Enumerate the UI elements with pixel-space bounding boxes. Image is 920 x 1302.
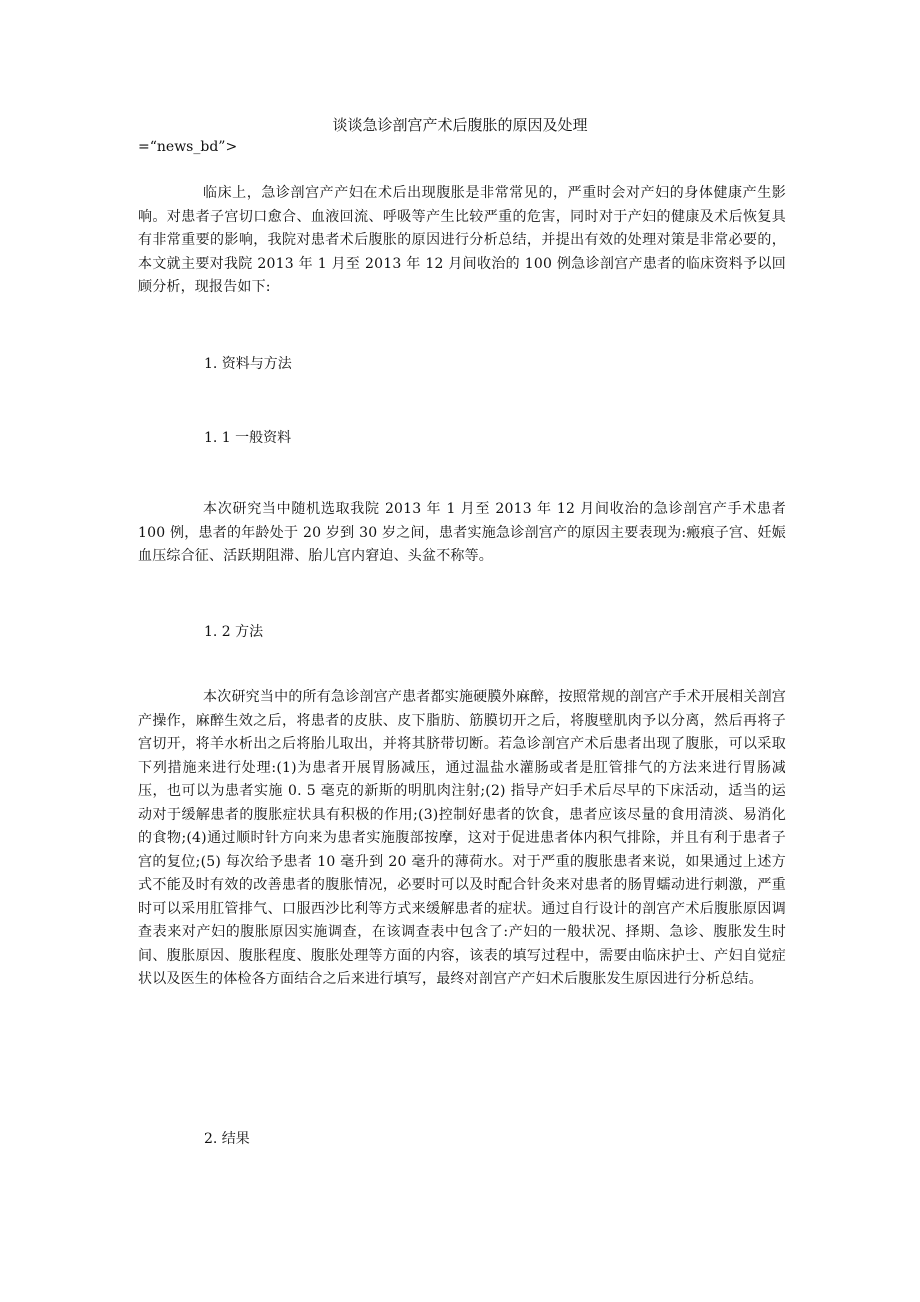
section-2-heading: 2. 结果 xyxy=(204,1131,250,1147)
stray-markup-text: =“news_bd”> xyxy=(138,139,238,155)
section-1-1-heading: 1. 1 一般资料 xyxy=(204,430,292,446)
section-1-1-paragraph: 本次研究当中随机选取我院 2013 年 1 月至 2013 年 12 月间收治的急诊剖宫产手术患者 100 例，患者的年龄处于 20 岁到 30 岁之间，患者实施急诊剖宫产的原因主要表现为:瘢痕子宫、妊娠血压综合征、活跃期阻滞、胎儿宫内窘迫、头盆不称等。 xyxy=(138,501,786,564)
section-1-2-paragraph: 本次研究当中的所有急诊剖宫产患者都实施硬膜外麻醉，按照常规的剖宫产手术开展相关剖宫产操作，麻醉生效之后，将患者的皮肤、皮下脂肪、筋膜切开之后，将腹壁肌肉予以分离，然后再将子宫切开，将羊水析出之后将胎儿取出，并将其脐带切断。若急诊剖宫产术后患者出现了腹胀，可以采取下列措施来进行处理:(1)为患者开展胃肠减压，通过温盐水灌肠或者是肛管排气的方法来进行胃肠减压，也可以为患者实施 0. 5 毫克的新斯的明肌肉注射;(2) 指导产妇手术后尽早的下床活动，适当的运动对于缓解患者的腹胀症状具有积极的作用;(3)控制好患者的饮食，患者应该尽量的食用清淡、易消化的食物;(4)通过顺时针方向来为患者实施腹部按摩，这对于促进患者体内积气排除，并且有利于患者子宫的复位;(5) 每次给予患者 10 毫升到 20 毫升的薄荷水。对于严重的腹胀患者来说，如果通过上述方式不能及时有效的改善患者的腹胀情况，必要时可以及时配合针灸来对患者的肠胃蠕动进行刺激，严重时可以采用肛管排气、口服西沙比利等方式来缓解患者的症状。通过自行设计的剖宫产术后腹胀原因调查表来对产妇的腹胀原因实施调查，在该调查表中包含了:产妇的一般状况、择期、急诊、腹胀发生时间、腹胀原因、腹胀程度、腹胀处理等方面的内容，该表的填写过程中，需要由临床护士、产妇自觉症状以及医生的体检各方面结合之后来进行填写，最终对剖宫产产妇术后腹胀发生原因进行分析总结。 xyxy=(138,689,786,987)
section-1-heading: 1. 资料与方法 xyxy=(204,356,292,372)
intro-paragraph: 临床上，急诊剖宫产产妇在术后出现腹胀是非常常见的，严重时会对产妇的身体健康产生影响。对患者子宫切口愈合、血液回流、呼吸等产生比较严重的危害，同时对于产妇的健康及术后恢复具有非常重要的影响，我院对患者术后腹胀的原因进行分析总结，并提出有效的处理对策是非常必要的，本文就主要对我院 2013 年 1 月至 2013 年 12 月间收治的 100 例急诊剖宫产患者的临床资料予以回顾分析，现报告如下: xyxy=(138,185,786,295)
section-1-2-heading: 1. 2 方法 xyxy=(204,624,264,640)
document-title: 谈谈急诊剖宫产术后腹胀的原因及处理 xyxy=(332,116,588,134)
